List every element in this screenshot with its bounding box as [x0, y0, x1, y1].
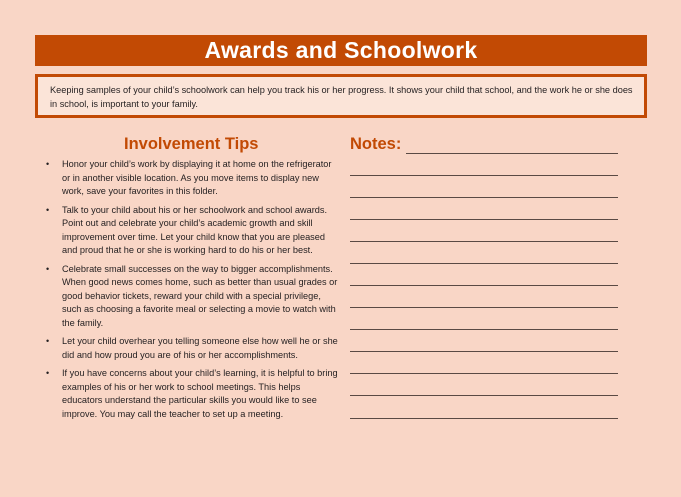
notes-line[interactable] — [350, 351, 618, 352]
notes-line[interactable] — [350, 219, 618, 220]
bullet-icon: • — [46, 204, 50, 215]
tip-text: Honor your child’s work by displaying it at home on the refrigerator or in another visible location. As you move items to display new work, save your favorites in this folder. — [62, 159, 332, 196]
bullet-icon: • — [46, 263, 50, 274]
bullet-icon: • — [46, 159, 50, 169]
tip-item — [34, 158, 340, 199]
bullet-icon: • — [46, 336, 50, 346]
page-title: Awards and Schoolwork — [204, 37, 478, 63]
notes-line[interactable] — [350, 329, 618, 330]
notes-line[interactable] — [350, 285, 618, 286]
tip-text: Let your child overhear you telling someone else how well he or she did and how proud you are of his or her accomplishments. — [62, 336, 338, 360]
intro-box — [35, 74, 647, 118]
notes-line[interactable] — [406, 153, 618, 154]
notes-line[interactable] — [350, 307, 618, 308]
tips-heading: Involvement Tips — [124, 135, 259, 153]
tip-item — [34, 204, 340, 258]
notes-line[interactable] — [350, 418, 618, 419]
intro-text: Keeping samples of your child’s schoolwork can help you track his or her progress. It shows your child that school, and the work he or she does in school, is important to your family. — [50, 85, 633, 109]
notes-line[interactable] — [350, 263, 618, 264]
notes-line[interactable] — [350, 175, 618, 176]
tip-text: If you have concerns about your child’s learning, it is helpful to bring examples of his or her work to school meetings. This helps educators understand the particular skills you would like to see improve. You may call the teacher to set up a meeting. — [62, 368, 338, 419]
tip-item — [34, 263, 340, 331]
notes-heading: Notes: — [350, 135, 402, 153]
title-banner — [35, 35, 647, 66]
notes-line[interactable] — [350, 395, 618, 396]
tip-text: Celebrate small successes on the way to bigger accomplishments. When good news comes home, such as better than usual grades or good behavior tickets, reward your child with a special privilege, such as choosing a favorite meal or selecting a movie to watch with the family. — [62, 263, 338, 328]
notes-line[interactable] — [350, 197, 618, 198]
tip-item — [34, 335, 340, 362]
notes-line[interactable] — [350, 241, 618, 242]
bullet-icon: • — [46, 368, 50, 378]
tip-text: Talk to your child about his or her schoolwork and school awards. Point out and celebrate your child’s academic growth and skill improvement over time. Let your child know that you are pleased and proud that he or she is working hard to do his or her best. — [62, 204, 328, 255]
notes-line[interactable] — [350, 373, 618, 374]
tip-item — [34, 367, 340, 421]
tips-list — [34, 158, 340, 426]
